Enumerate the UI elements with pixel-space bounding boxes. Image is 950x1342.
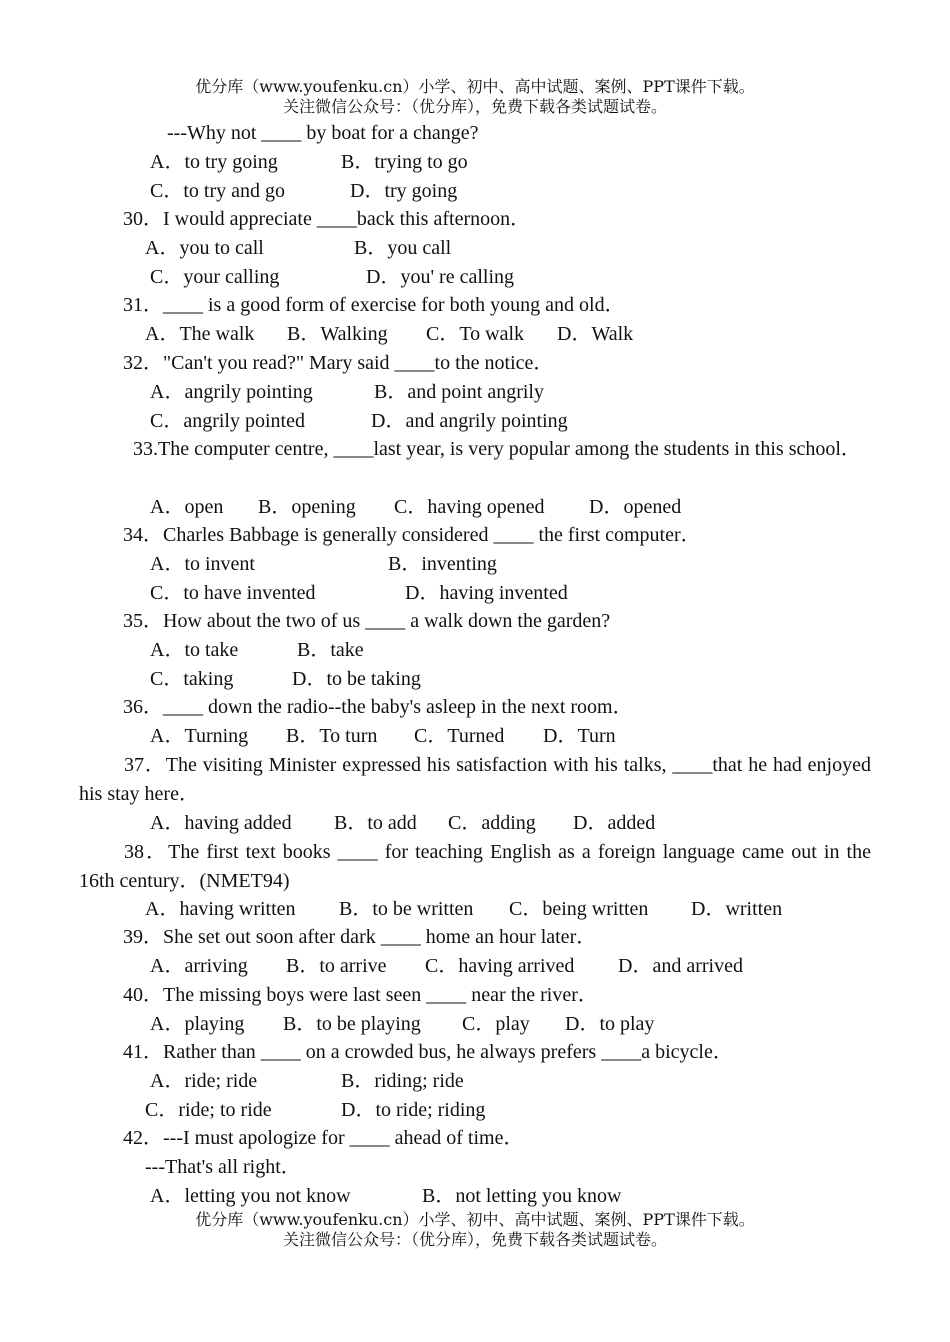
q31-option-c: C．To walk xyxy=(426,323,525,345)
q35-option-b: B．take xyxy=(297,639,364,661)
q36-option-d: D．Turn xyxy=(543,725,616,747)
q30-option-a: A．you to call xyxy=(145,237,264,259)
q32-option-c: C．angrily pointed xyxy=(150,410,305,432)
q31-option-a: A．The walk xyxy=(145,323,255,345)
q35-option-d: D．to be taking xyxy=(292,668,421,690)
q37-option-b: B．to add xyxy=(334,812,417,834)
q35-option-c: C．taking xyxy=(150,668,234,690)
q38-option-b: B．to be written xyxy=(339,898,474,920)
q39-stem: 39．She set out soon after dark ____ home an hour later． xyxy=(123,926,597,948)
q35-option-a: A．to take xyxy=(150,639,239,661)
q36-stem: 36．____ down the radio--the baby's asleep in the next room． xyxy=(123,696,633,718)
q31-option-b: B．Walking xyxy=(287,323,388,345)
q37-option-d: D．added xyxy=(573,812,656,834)
q34-option-c: C．to have invented xyxy=(150,582,316,604)
q40-option-d: D．to play xyxy=(565,1013,655,1035)
q34-option-a: A．to invent xyxy=(150,553,255,575)
q41-stem: 41．Rather than ____ on a crowded bus, he always prefers ____a bicycle． xyxy=(123,1041,733,1063)
q41-option-b: B．riding; ride xyxy=(341,1070,464,1092)
q30-option-d: D．you' re calling xyxy=(366,266,515,288)
q32-option-a: A．angrily pointing xyxy=(150,381,313,403)
q41-option-a: A．ride; ride xyxy=(150,1070,258,1092)
q38-option-c: C．being written xyxy=(509,898,649,920)
q34-option-b: B．inventing xyxy=(388,553,497,575)
q37-stem: 37．The visiting Minister expressed his satisfaction with his talks, ____that he had enjoyed his stay here． xyxy=(79,754,871,805)
q39-option-b: B．to arrive xyxy=(286,955,387,977)
q39-option-d: D．and arrived xyxy=(618,955,743,977)
q37-option-c: C．adding xyxy=(448,812,536,834)
q29-option-b: B．trying to go xyxy=(341,151,468,173)
q37-option-a: A．having added xyxy=(150,812,292,834)
q32-stem: 32．"Can't you read?" Mary said ____to the notice． xyxy=(123,352,554,374)
q36-option-c: C．Turned xyxy=(414,725,505,747)
q33-option-c: C．having opened xyxy=(394,496,545,518)
q40-option-b: B．to be playing xyxy=(283,1013,421,1035)
q41-option-c: C．ride; to ride xyxy=(145,1099,272,1121)
q33-option-d: D．opened xyxy=(589,496,682,518)
q39-option-a: A．arriving xyxy=(150,955,248,977)
q31-stem: 31．____ is a good form of exercise for both young and old． xyxy=(123,294,625,316)
q32-option-d: D．and angrily pointing xyxy=(371,410,568,432)
q31-option-d: D．Walk xyxy=(557,323,634,345)
q33-option-a: A．open xyxy=(150,496,224,518)
q42-option-b: B．not letting you know xyxy=(422,1185,622,1207)
footer-line-2: 关注微信公众号：（优分库），免费下载各类试题试卷。 xyxy=(282,1230,667,1249)
q41-option-d: D．to ride; riding xyxy=(341,1099,486,1121)
q33-option-b: B．opening xyxy=(258,496,356,518)
q42-stem: 42．---I must apologize for ____ ahead of time． xyxy=(123,1127,524,1149)
q34-stem: 34．Charles Babbage is generally considered ____ the first computer． xyxy=(123,524,701,546)
q38-stem: 38．The first text books ____ for teaching English as a foreign language came out in the 16th century．(NMET94) xyxy=(79,841,871,892)
header-line-2: 关注微信公众号：（优分库），免费下载各类试题试卷。 xyxy=(282,97,667,116)
q35-stem: 35．How about the two of us ____ a walk down the garden? xyxy=(123,610,611,632)
q40-option-a: A．playing xyxy=(150,1013,245,1035)
q32-option-b: B．and point angrily xyxy=(374,381,544,403)
q42-option-a: A．letting you not know xyxy=(150,1185,351,1207)
q33-stem: 33.The computer centre, ____last year, is very popular among the students in this school． xyxy=(133,438,861,460)
q30-option-b: B．you call xyxy=(354,237,452,259)
q29-option-a: A．to try going xyxy=(150,151,278,173)
header-line-1: 优分库（www.youfenku.cn）小学、初中、高中试题、案例、PPT课件下载。 xyxy=(195,77,755,96)
q36-option-a: A．Turning xyxy=(150,725,249,747)
q34-option-d: D．having invented xyxy=(405,582,568,604)
q29-stem: ---Why not ____ by boat for a change? xyxy=(167,122,479,144)
q38-option-d: D．written xyxy=(691,898,783,920)
q38-option-a: A．having written xyxy=(145,898,296,920)
footer-line-1: 优分库（www.youfenku.cn）小学、初中、高中试题、案例、PPT课件下载。 xyxy=(195,1210,755,1229)
q40-stem: 40．The missing boys were last seen ____ near the river． xyxy=(123,984,598,1006)
q36-option-b: B．To turn xyxy=(286,725,378,747)
q29-option-d: D．try going xyxy=(350,180,458,202)
q42-reply: ---That's all right． xyxy=(145,1156,301,1178)
q40-option-c: C．play xyxy=(462,1013,530,1035)
q30-option-c: C．your calling xyxy=(150,266,280,288)
q29-option-c: C．to try and go xyxy=(150,180,285,202)
q30-stem: 30．I would appreciate ____back this afternoon． xyxy=(123,208,531,230)
q39-option-c: C．having arrived xyxy=(425,955,575,977)
